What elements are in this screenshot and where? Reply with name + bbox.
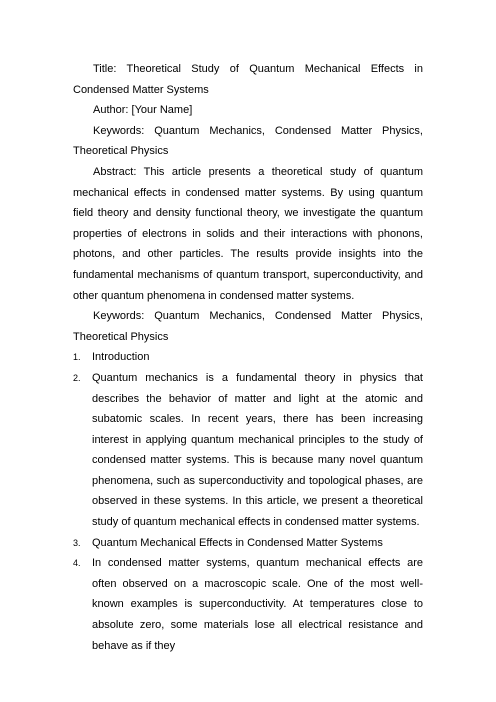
abstract-paragraph: Abstract: This article presents a theoretical study of quantum mechanical effects in condensed matter systems. By using quantum field theory and density functional theory, we investigate the quantum properties of electrons in solids and their interactions with phonons, photons, and other particles. The results provide insights into the fundamental mechanisms of quantum transport, superconductivity, and other quantum phenomena in condensed matter systems.: [73, 165, 423, 302]
list-item: [73, 553, 423, 656]
list-item: [73, 368, 423, 533]
list-item-number: 2.: [73, 372, 81, 383]
list-item-number: 4.: [73, 558, 81, 569]
keywords-line: Keywords: Quantum Mechanics, Condensed Matter Physics, Theoretical Physics: [73, 124, 423, 158]
list-item-number: 1.: [73, 352, 81, 363]
list-item-text: In condensed matter systems, quantum mechanical effects are often observed on a macroscopic scale. One of the most well-known examples is superconductivity. At temperatures close to absolute zero, some materials lose all electrical resistance and behave as if they: [92, 557, 423, 652]
list-item-text: Quantum mechanics is a fundamental theory in physics that describes the behavior of matter and light at the atomic and subatomic scales. In recent years, there has been increasing interest in applying quantum mechanical principles to the study of condensed matter systems. This is because many novel quantum phenomena, such as superconductivity and topological phases, are observed in these systems. In this article, we present a theoretical study of quantum mechanical effects in condensed matter systems.: [92, 371, 423, 529]
title-line: Title: Theoretical Study of Quantum Mechanical Effects in Condensed Matter Systems: [73, 63, 423, 96]
numbered-list: [73, 347, 423, 656]
list-item: [73, 533, 423, 554]
list-item: [73, 347, 423, 368]
list-item-text: Introduction: [92, 351, 150, 364]
author-line: Author: [Your Name]: [93, 104, 193, 117]
keywords-line-repeat: Keywords: Quantum Mechanics, Condensed Matter Physics, Theoretical Physics: [73, 310, 423, 343]
list-item-text: Quantum Mechanical Effects in Condensed Matter Systems: [92, 536, 383, 549]
list-item-number: 3.: [73, 537, 81, 548]
